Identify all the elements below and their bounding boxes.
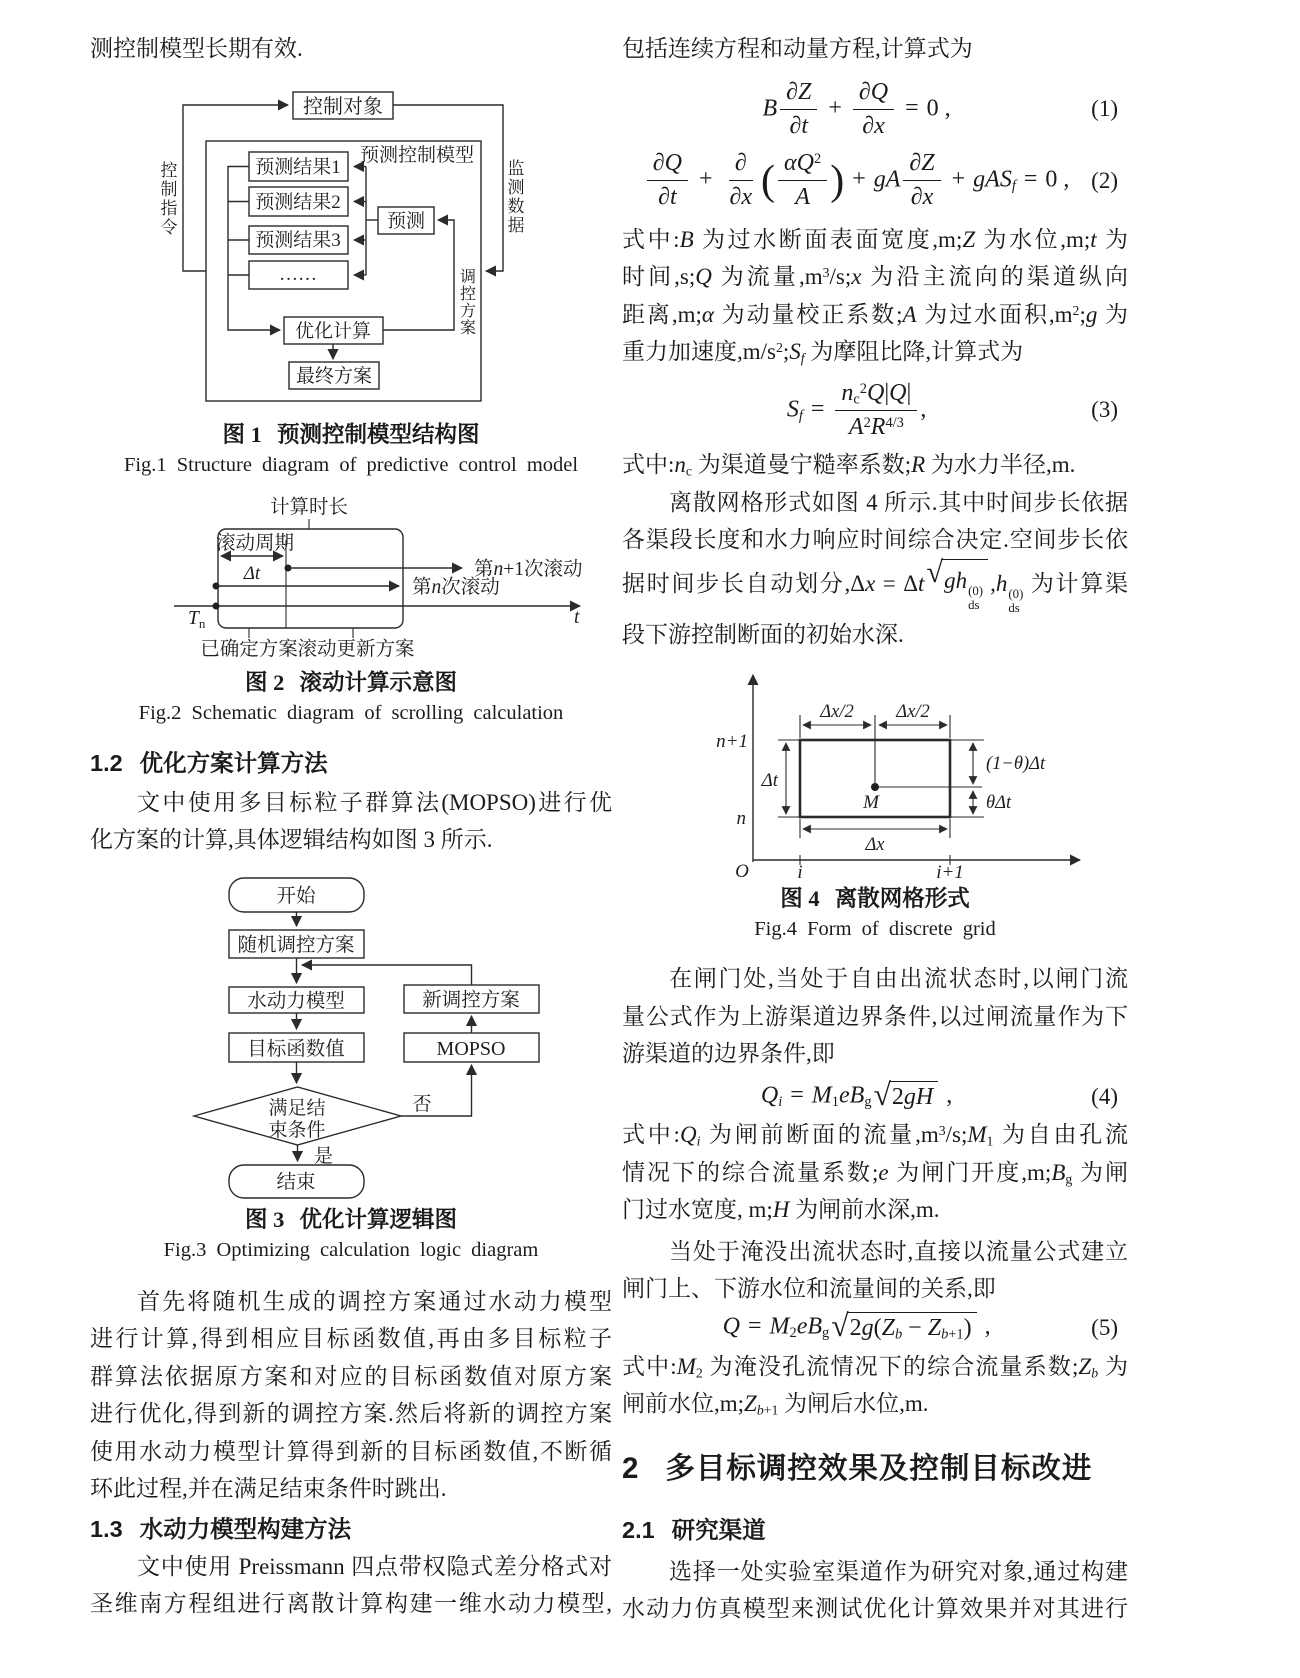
fig3-label-random-plan: 随机调控方案 bbox=[237, 934, 355, 956]
figure-4 bbox=[622, 665, 1128, 884]
fig4-point-M bbox=[862, 783, 982, 813]
figure-4-caption-en: Fig.4 Form of discrete grid bbox=[754, 918, 996, 941]
fig2-label-dt: Δt bbox=[243, 562, 261, 584]
fig3-objective-node bbox=[229, 1033, 364, 1062]
figure-1-diagram bbox=[116, 84, 586, 414]
fig4-label-i-plus-1: i+1 bbox=[936, 862, 964, 884]
figure-3-caption-zh bbox=[90, 1205, 612, 1235]
figure-3 bbox=[90, 873, 612, 1203]
fig1-result-boxes bbox=[249, 152, 348, 289]
section-number: 2 bbox=[622, 1451, 640, 1485]
body-line: 使用水动力模型计算得到新的目标函数值,不断循 bbox=[90, 1438, 612, 1464]
paragraph bbox=[622, 484, 1128, 654]
paragraph bbox=[622, 1553, 1128, 1628]
paragraph bbox=[622, 1348, 1128, 1423]
section-heading-1-3 bbox=[90, 1514, 612, 1544]
paragraph bbox=[90, 1283, 612, 1508]
section-heading-1-2 bbox=[90, 748, 612, 778]
fig1-final-box bbox=[289, 344, 379, 389]
fig3-label-objective: 目标函数值 bbox=[247, 1038, 345, 1060]
fig4-label-origin: O bbox=[735, 861, 749, 883]
fig2-label-roll-n: 第n次滚动 bbox=[412, 576, 500, 598]
body-line: 重力加速度$,m/s^2;S_f$ 为摩阻比降,计算式为 bbox=[622, 339, 1024, 366]
figure-2-diagram bbox=[116, 494, 586, 664]
figure-1 bbox=[90, 84, 612, 414]
equation-1 bbox=[622, 78, 1128, 142]
fig3-new-plan-node bbox=[404, 985, 539, 1013]
body-line: 当处于淹没出流状态时,直接以流量公式建立 bbox=[669, 1238, 1128, 1264]
fig4-label-dx-half-right: Δx/2 bbox=[896, 702, 930, 723]
equation-5-body: $Q = M_2eB_g$ √ $2g(Z_b - Z_{b+1})$ , bbox=[722, 1307, 991, 1343]
section-title: 优化方案计算方法 bbox=[139, 749, 328, 776]
equation-5-number: (5) bbox=[1091, 1314, 1118, 1340]
fig1-label-result1: 预测结果1 bbox=[255, 156, 341, 178]
fig4-label-n: n bbox=[736, 808, 746, 830]
body-line: 闸前水位$,m;Z_{b+1}$ 为闸后水位,m. bbox=[622, 1391, 929, 1418]
figure-4-grid-diagram bbox=[650, 665, 1100, 884]
equation-2-number: (2) bbox=[1091, 167, 1118, 193]
fig3-loop-back bbox=[302, 965, 472, 985]
body-line: 化方案的计算,具体逻辑结构如图 3 所示. bbox=[90, 827, 493, 852]
section-title: 多目标调控效果及控制目标改进 bbox=[665, 1451, 1093, 1485]
fig1-plan-path bbox=[383, 220, 454, 330]
fig4-left-annotations bbox=[716, 731, 800, 829]
figure-2-caption-en: Fig.2 Schematic diagram of scrolling calculation bbox=[138, 701, 564, 724]
fig1-label-predict: 预测 bbox=[386, 210, 426, 232]
fig2-label-t: t bbox=[574, 606, 580, 628]
fig3-start-node bbox=[229, 878, 364, 912]
body-line: 选择一处实验室渠道作为研究对象,通过构建 bbox=[669, 1558, 1128, 1584]
fig3-label-new-plan: 新调控方案 bbox=[422, 989, 520, 1011]
fig3-label-yes: 是 bbox=[314, 1145, 334, 1167]
body-line: 门过水宽度, m;H 为闸前水深,m. bbox=[622, 1197, 940, 1223]
body-line: 据时间步长自动划分,Δx = Δt √ gh (0) ds ,h (0) ds 为计算渠 bbox=[622, 554, 1129, 616]
section-number: 2.1 bbox=[622, 1516, 655, 1543]
fig4-label-dx-half-left: Δx/2 bbox=[820, 702, 854, 723]
fig1-label-optimize: 优化计算 bbox=[294, 320, 372, 342]
equation-4-number: (4) bbox=[1091, 1083, 1118, 1109]
body-line: 式中$:n_c$ 为渠道曼宁糙率系数;R 为水力半径,m. bbox=[622, 452, 1076, 479]
fig1-label-control-command: 控制指令 bbox=[160, 160, 178, 237]
figure-1-title: 预测控制模型结构图 bbox=[276, 421, 480, 447]
section-title: 研究渠道 bbox=[671, 1516, 766, 1543]
figure-2-caption-zh bbox=[90, 668, 612, 698]
figure-4-number: 图 4 bbox=[780, 886, 820, 912]
figure-2-number: 图 2 bbox=[245, 669, 285, 695]
fig3-label-end: 结束 bbox=[276, 1171, 316, 1193]
figure-2-title: 滚动计算示意图 bbox=[299, 669, 457, 695]
fig1-label-control-object: 控制对象 bbox=[303, 95, 383, 118]
fig1-optimize-box bbox=[284, 317, 383, 344]
figure-4-title: 离散网格形式 bbox=[834, 886, 970, 912]
equation-3-body: $S_f$ = $\frac{n_c^2Q|Q|}{A^2R^{4/3}}$ , bbox=[786, 379, 927, 440]
section-number: 1.3 bbox=[90, 1515, 123, 1542]
fig4-label-theta-dt: θΔt bbox=[986, 793, 1012, 814]
figure-3-flowchart bbox=[151, 873, 551, 1203]
figure-1-caption-zh bbox=[90, 420, 612, 450]
body-line: 游渠道的边界条件,即 bbox=[622, 1041, 835, 1067]
body-line: 距离,m;α 为动量校正系数;A 为过水面积$,m^2;g$ 为 bbox=[622, 301, 1129, 327]
fig1-label-monitor-data: 监测数据 bbox=[507, 158, 525, 235]
fig1-control-object-box bbox=[293, 92, 393, 119]
body-line: 式中:B 为过水断面表面宽度,m;Z 为水位,m;t 为 bbox=[622, 226, 1129, 252]
body-line: 段下游控制断面的初始水深. bbox=[622, 621, 904, 647]
figure-1-number: 图 1 bbox=[222, 421, 262, 447]
fig3-label-hydro-model: 水动力模型 bbox=[247, 990, 345, 1012]
fig4-label-i: i bbox=[797, 862, 803, 884]
fig1-label-dots: …… bbox=[279, 263, 317, 285]
equation-2 bbox=[622, 149, 1128, 213]
body-line: 进行优化,得到新的调控方案.然后将新的调控方案 bbox=[90, 1401, 612, 1426]
fig4-label-one-minus-theta-dt: (1−θ)Δt bbox=[986, 754, 1046, 775]
paragraph bbox=[90, 1548, 612, 1623]
body-line: 离散网格形式如图 4 所示.其中时间步长依据 bbox=[669, 489, 1128, 515]
equation-1-body: B $\frac{\partial Z}{\partial t}$ + $\frac{\partial Q}{\partial x}$ = 0 , bbox=[762, 78, 951, 139]
fig4-label-dx: Δx bbox=[865, 835, 885, 856]
body-line: 量公式作为上游渠道边界条件,以过闸流量作为下 bbox=[622, 1003, 1128, 1029]
body-line: 文中使用多目标粒子群算法(MOPSO)进行优 bbox=[137, 789, 612, 815]
section-heading-2 bbox=[622, 1449, 1128, 1489]
body-line: 环此过程,并在满足结束条件时跳出. bbox=[90, 1476, 447, 1501]
fig1-feedback-paths bbox=[183, 105, 503, 271]
fig3-label-condition-line2: 束条件 bbox=[268, 1119, 326, 1141]
fig3-end-node bbox=[229, 1165, 364, 1198]
fig1-label-result3: 预测结果3 bbox=[255, 229, 341, 251]
paragraph bbox=[622, 1233, 1128, 1308]
fig4-top-annotations bbox=[800, 702, 950, 783]
fig1-predict-bus bbox=[354, 166, 378, 275]
body-line: 在闸门处,当处于自由出流状态时,以闸门流 bbox=[669, 966, 1128, 992]
fig3-label-start: 开始 bbox=[276, 885, 316, 907]
figure-1-caption-en: Fig.1 Structure diagram of predictive control model bbox=[123, 453, 579, 476]
figure-4-caption-zh bbox=[622, 884, 1128, 914]
fig1-predict-box bbox=[378, 207, 434, 234]
body-line: 包括连续方程和动量方程,计算式为 bbox=[622, 36, 973, 61]
figure-3-number: 图 3 bbox=[245, 1206, 285, 1232]
fig2-label-Tn: $T_n$ bbox=[188, 607, 206, 631]
fig1-label-final: 最终方案 bbox=[295, 365, 373, 387]
fig4-label-M: M bbox=[863, 792, 879, 814]
body-line: 群算法依据原方案和对应的目标函数值对原方案 bbox=[90, 1363, 612, 1389]
left-column bbox=[90, 30, 612, 1623]
equation-4 bbox=[622, 1076, 1128, 1113]
paragraph bbox=[622, 1116, 1128, 1229]
body-line: 闸门上、下游水位和流量间的关系,即 bbox=[622, 1276, 996, 1302]
fig2-label-roll-n1: 第n+1次滚动 bbox=[474, 558, 583, 580]
fig3-random-plan-node bbox=[229, 930, 364, 958]
fig2-label-confirmed-plan: 已确定方案 bbox=[200, 638, 298, 660]
paragraph bbox=[622, 221, 1128, 371]
figure-3-title: 优化计算逻辑图 bbox=[299, 1206, 457, 1232]
fig2-label-rolling-period: 滚动周期 bbox=[215, 532, 295, 554]
fig3-mopso-node bbox=[404, 1033, 539, 1062]
figure-3-caption-en: Fig.3 Optimizing calculation logic diagram bbox=[163, 1238, 539, 1261]
fig1-label-regulation-plan: 调控方案 bbox=[459, 268, 477, 337]
body-line: 式中$:Q_i$ 为闸前断面的流量$,m^3/s;M_1$ 为自由孔流 bbox=[622, 1122, 1129, 1149]
fig2-label-calc-duration: 计算时长 bbox=[269, 496, 349, 518]
body-line: 水动力仿真模型来测试优化计算效果并对其进行 bbox=[622, 1596, 1128, 1622]
fig1-label-result2: 预测结果2 bbox=[255, 191, 341, 213]
equation-3-number: (3) bbox=[1091, 397, 1118, 423]
right-column bbox=[622, 30, 1128, 1628]
body-line: 圣维南方程组进行离散计算构建一维水动力模型, bbox=[90, 1591, 612, 1616]
fig1-label-model: 预测控制模型 bbox=[359, 144, 474, 166]
equation-2-body: $\frac{\partial Q}{\partial t}$ + ∂ ∂x ( $\frac{\alpha Q^2}{A}$ ) + gA $\frac{\partial Z}{\partial x}$ + gAS$_f$ = 0 , bbox=[622, 149, 1091, 213]
section-heading-2-1 bbox=[622, 1515, 1128, 1545]
equation-3 bbox=[622, 379, 1128, 443]
body-line: 时间,s;Q 为流量$,m^3/s;x$ 为沿主流向的渠道纵向 bbox=[622, 264, 1129, 290]
fig3-condition-diamond bbox=[194, 1087, 401, 1145]
paragraph bbox=[622, 960, 1128, 1073]
body-line: 文中使用 Preissmann 四点带权隐式差分格式对 bbox=[137, 1553, 612, 1579]
fig3-label-no: 否 bbox=[412, 1093, 432, 1115]
fig3-label-condition-line1: 满足结 bbox=[268, 1097, 326, 1119]
fig3-label-mopso: MOPSO bbox=[436, 1037, 506, 1060]
equation-1-number: (1) bbox=[1091, 96, 1118, 122]
fig4-label-dt: Δt bbox=[761, 770, 778, 792]
body-line: 测控制模型长期有效. bbox=[90, 36, 303, 61]
fig4-right-annotations bbox=[950, 740, 1046, 817]
fig4-label-n-plus-1: n+1 bbox=[716, 731, 748, 753]
fig3-hydro-model-node bbox=[229, 987, 364, 1013]
body-line: 首先将随机生成的调控方案通过水动力模型 bbox=[137, 1288, 612, 1314]
section-title: 水动力模型构建方法 bbox=[139, 1515, 352, 1542]
equation-5 bbox=[622, 1307, 1128, 1344]
paragraph bbox=[90, 784, 612, 859]
section-number: 1.2 bbox=[90, 749, 123, 776]
body-line: 进行计算,得到相应目标函数值,再由多目标粒子 bbox=[90, 1326, 612, 1351]
equation-4-body: $Q_i = M_1eB_g$ √ 2gH , bbox=[760, 1076, 953, 1112]
figure-2 bbox=[90, 494, 612, 664]
body-line: 各渠段长度和水力响应时间综合决定.空间步长依 bbox=[622, 527, 1128, 553]
body-line: 情况下的综合流量系数;e 为闸门开度$,m;B_g$ 为闸 bbox=[622, 1159, 1129, 1187]
fig4-bottom-annotations bbox=[797, 819, 963, 883]
body-line: 式中$:M_2$ 为淹没孔流情况下的综合流量系数$;Z_b$ 为 bbox=[622, 1353, 1129, 1381]
fig2-label-updated-plan: 滚动更新方案 bbox=[297, 638, 415, 660]
